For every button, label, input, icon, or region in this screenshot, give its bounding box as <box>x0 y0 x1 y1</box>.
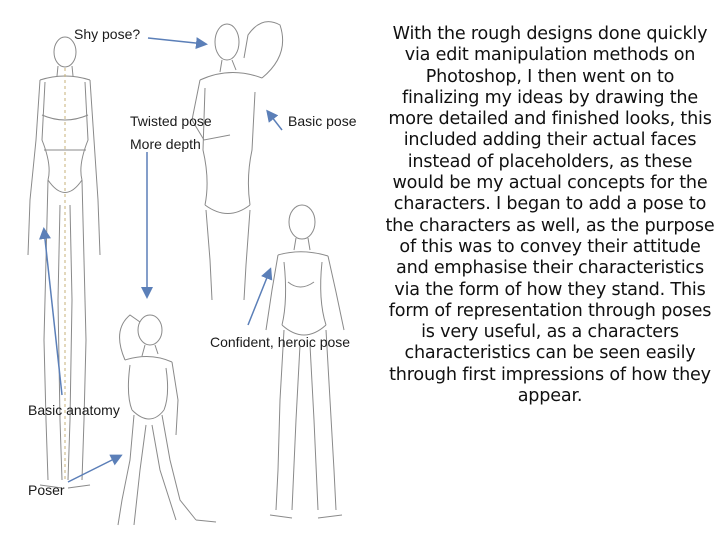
poser-figure <box>118 315 216 525</box>
arrow-basic-pose <box>268 112 282 130</box>
label-more-depth: More depth <box>130 136 201 152</box>
label-twisted-pose: Twisted pose <box>130 113 212 129</box>
arrow-poser <box>68 456 120 482</box>
label-basic-anatomy: Basic anatomy <box>28 402 120 418</box>
arrow-shy-to-twisted <box>148 38 205 44</box>
label-shy-pose: Shy pose? <box>74 26 141 42</box>
twisted-pose-figure <box>192 22 283 300</box>
arrow-confident <box>248 270 270 325</box>
label-confident-pose: Confident, heroic pose <box>210 334 351 350</box>
label-poser: Poser <box>28 482 65 498</box>
description-paragraph: With the rough designs done quickly via edit manipulation methods on Photoshop, I then went on to finalizing my ideas by drawing the more detailed and finished looks, this included adding their actual faces instead of placeholders, as these would be my actual concepts for the characters. I began to add a pose to the characters as well, as the purpose of this was to convey their attitude and emphasise their characteristics via the form of how they stand. This form of representation through poses is very useful, as a characters characteristics can be seen easily through first impressions of how they appear. <box>385 24 715 407</box>
label-basic-pose: Basic pose <box>288 113 357 129</box>
basic-anatomy-figure <box>28 37 100 488</box>
confident-pose-figure <box>266 205 344 518</box>
